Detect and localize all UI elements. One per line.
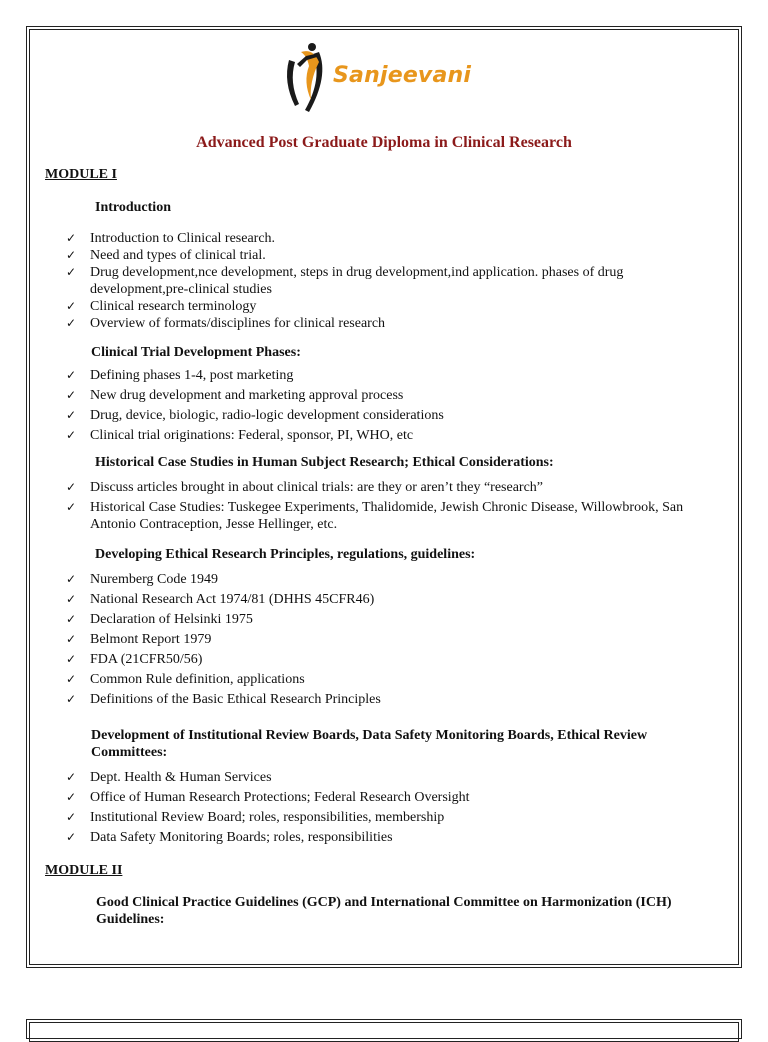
list-item: ✓ New drug development and marketing approval process — [66, 388, 404, 403]
checkmark-icon: ✓ — [66, 692, 77, 706]
list-item: ✓ Nuremberg Code 1949 — [66, 572, 219, 587]
list-item: ✓ Drug, device, biologic, radio-logic development considerations — [66, 408, 444, 423]
module-2-label: MODULE II — [45, 863, 123, 878]
list-item: ✓ Clinical research terminology — [66, 299, 257, 314]
checkmark-icon: ✓ — [66, 500, 77, 514]
checkmark-icon: ✓ — [66, 388, 77, 402]
historical-list — [66, 479, 716, 536]
checkmark-icon: ✓ — [66, 265, 77, 279]
list-item: ✓ FDA (21CFR50/56) — [66, 652, 203, 667]
section-heading-boards: Development of Institutional Review Boards, Data Safety Monitoring Boards, Ethical Review Committees: — [91, 728, 648, 760]
list-item: ✓ Clinical trial originations: Federal, sponsor, PI, WHO, etc — [66, 428, 414, 443]
logo-brand-text: Sanjeevani — [333, 63, 472, 88]
list-item: ✓ Historical Case Studies: Tuskegee Experiments, Thalidomide, Jewish Chronic Disease, Willowbrook, San Antonio Contraception, Jesse Hellinger, etc. — [66, 500, 684, 532]
section-heading-gcp: Good Clinical Practice Guidelines (GCP) and International Committee on Harmonization (ICH) Guidelines: — [96, 895, 672, 927]
list-item: ✓ Institutional Review Board; roles, responsibilities, membership — [66, 810, 445, 825]
list-item: ✓ Defining phases 1-4, post marketing — [66, 368, 294, 383]
list-item: ✓ Common Rule definition, applications — [66, 672, 305, 687]
checkmark-icon: ✓ — [66, 652, 77, 666]
next-page-border-inner — [29, 1022, 739, 1042]
ethical-list — [66, 571, 716, 711]
checkmark-icon: ✓ — [66, 248, 77, 262]
checkmark-icon: ✓ — [66, 612, 77, 626]
section-heading-historical: Historical Case Studies in Human Subject Research; Ethical Considerations: — [95, 455, 554, 470]
list-item: ✓ Drug development,nce development, steps in drug development,ind application. phases of drug development,pre-clinical studies — [66, 265, 624, 297]
section-heading-introduction: Introduction — [95, 200, 171, 215]
section-heading-phases: Clinical Trial Development Phases: — [91, 345, 301, 360]
list-item: ✓ Definitions of the Basic Ethical Research Principles — [66, 692, 381, 707]
checkmark-icon: ✓ — [66, 790, 77, 804]
phases-list — [66, 367, 716, 447]
list-item: ✓ Overview of formats/disciplines for clinical research — [66, 316, 386, 331]
boards-list — [66, 769, 716, 849]
list-item: ✓ Declaration of Helsinki 1975 — [66, 612, 253, 627]
checkmark-icon: ✓ — [66, 368, 77, 382]
checkmark-icon: ✓ — [66, 408, 77, 422]
list-item: ✓ National Research Act 1974/81 (DHHS 45CFR46) — [66, 592, 375, 607]
list-item: ✓ Need and types of clinical trial. — [66, 248, 266, 263]
checkmark-icon: ✓ — [66, 632, 77, 646]
checkmark-icon: ✓ — [66, 572, 77, 586]
checkmark-icon: ✓ — [66, 428, 77, 442]
list-item: ✓ Discuss articles brought in about clinical trials: are they or aren’t they “research” — [66, 480, 544, 495]
checkmark-icon: ✓ — [66, 592, 77, 606]
checkmark-icon: ✓ — [66, 672, 77, 686]
checkmark-icon: ✓ — [66, 231, 77, 245]
checkmark-icon: ✓ — [66, 316, 77, 330]
checkmark-icon: ✓ — [66, 830, 77, 844]
list-item: ✓ Dept. Health & Human Services — [66, 770, 272, 785]
checkmark-icon: ✓ — [66, 810, 77, 824]
section-heading-ethical: Developing Ethical Research Principles, regulations, guidelines: — [95, 547, 476, 562]
list-item: ✓ Introduction to Clinical research. — [66, 231, 276, 246]
module-1-label: MODULE I — [45, 167, 117, 182]
introduction-list — [66, 230, 716, 332]
list-item: ✓ Data Safety Monitoring Boards; roles, responsibilities — [66, 830, 393, 845]
checkmark-icon: ✓ — [66, 299, 77, 313]
checkmark-icon: ✓ — [66, 770, 77, 784]
list-item: ✓ Office of Human Research Protections; Federal Research Oversight — [66, 790, 470, 805]
document-title: Advanced Post Graduate Diploma in Clinical Research — [196, 134, 572, 151]
checkmark-icon: ✓ — [66, 480, 77, 494]
list-item: ✓ Belmont Report 1979 — [66, 632, 212, 647]
